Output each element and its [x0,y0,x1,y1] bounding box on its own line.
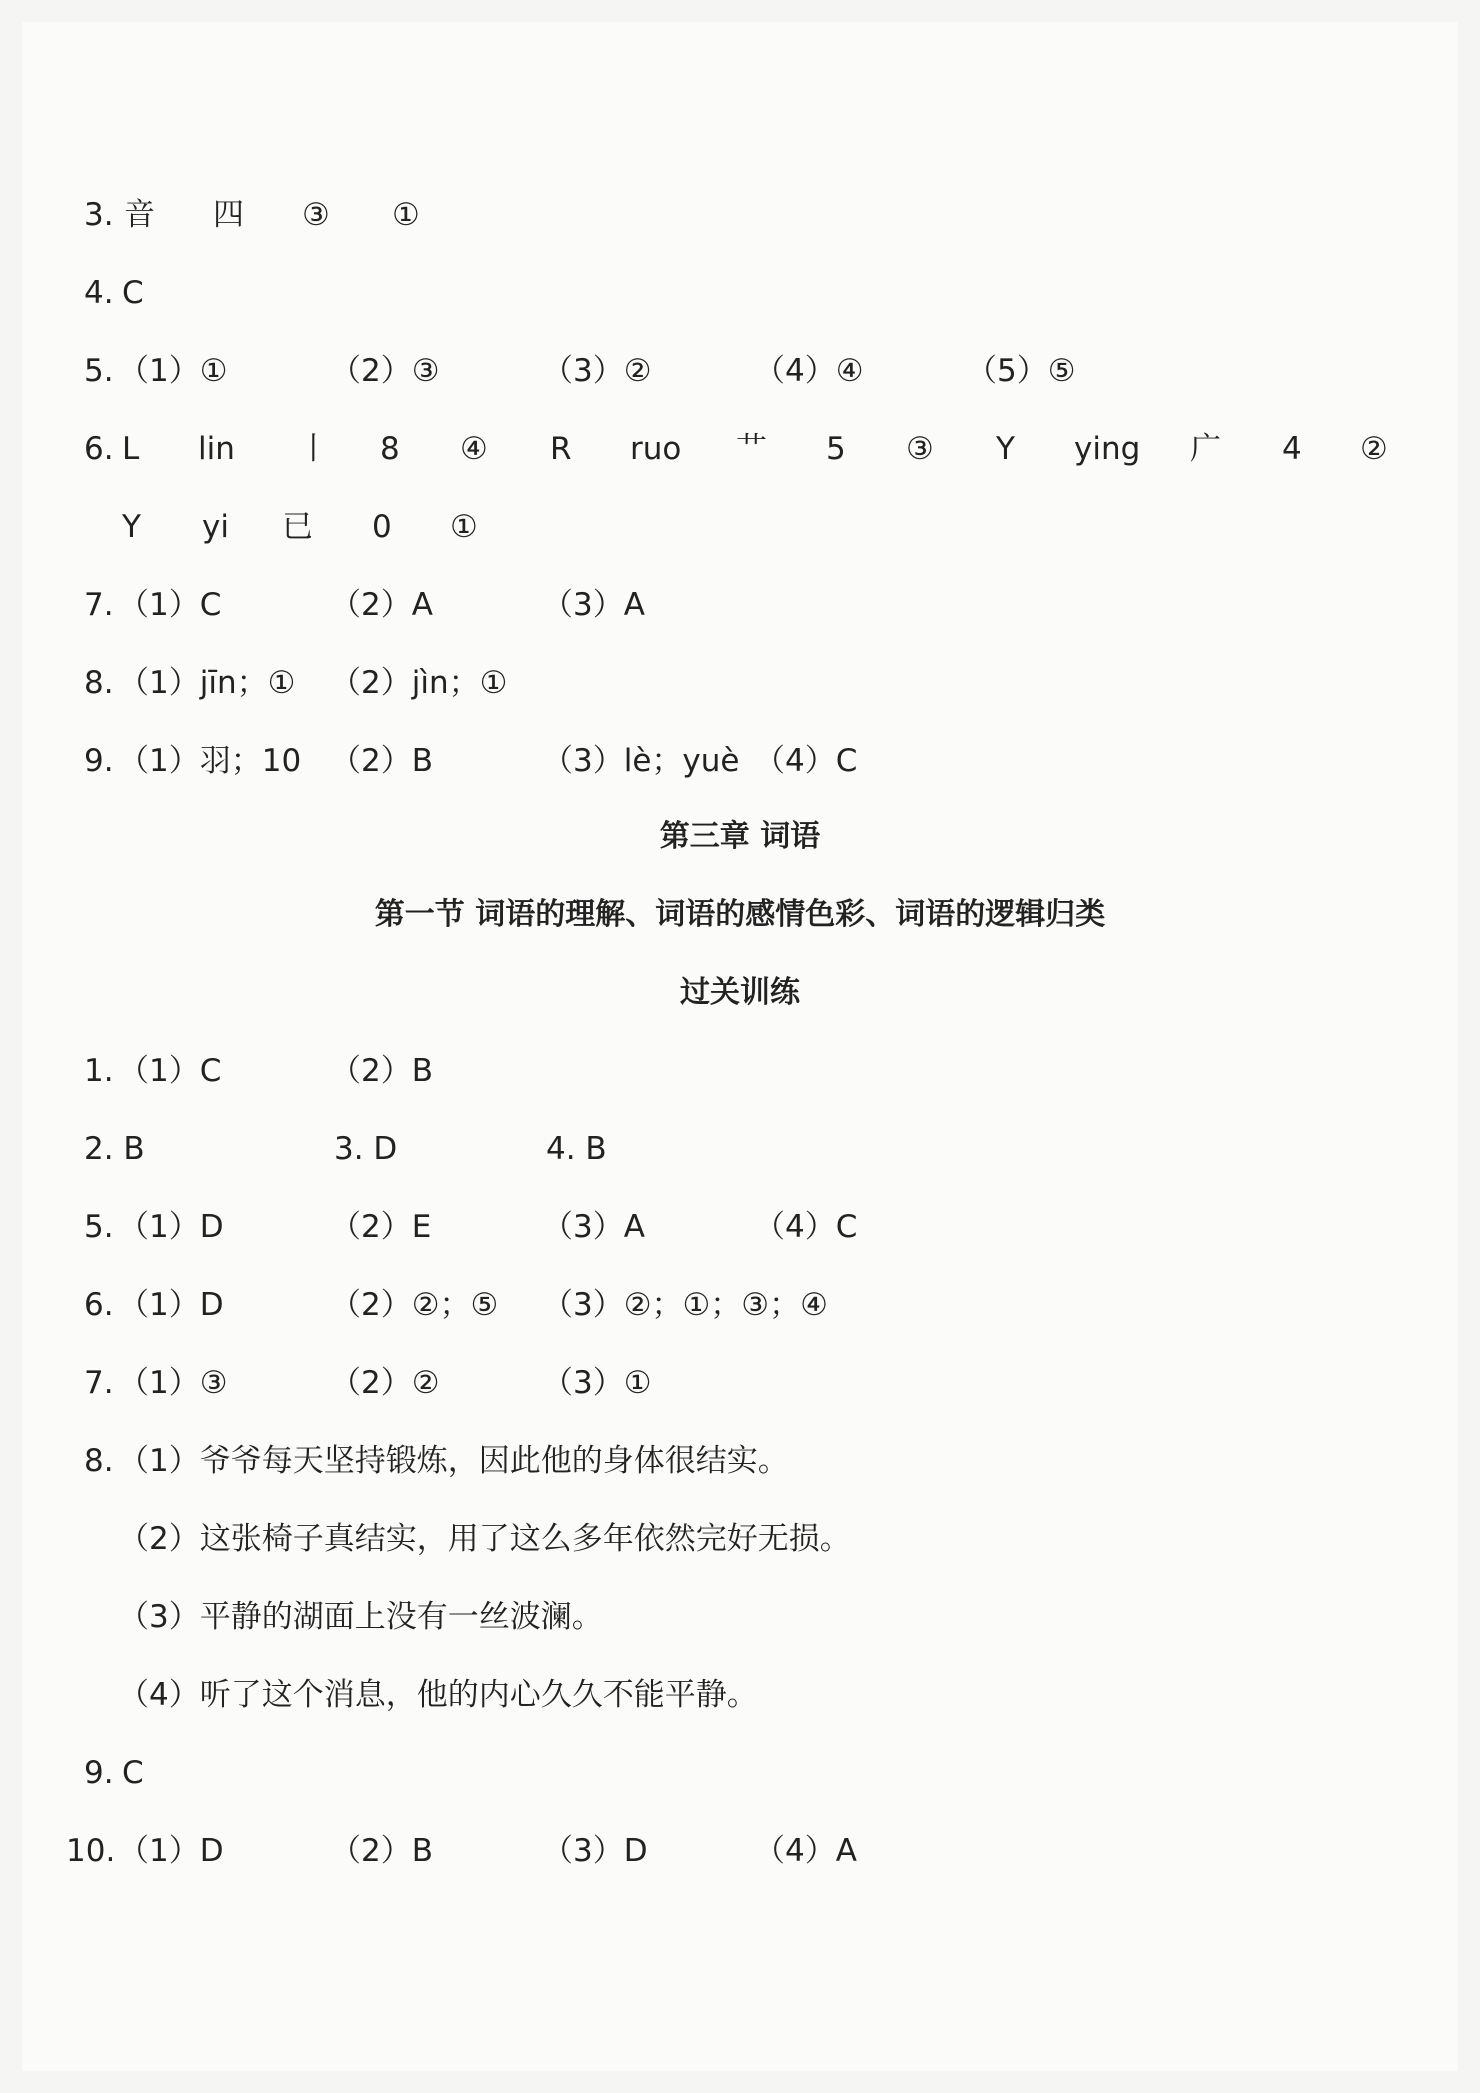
answer-cell: （2）jìn；① [330,665,508,701]
training-row-10 [0,1826,1480,1876]
answer-cell: （3）lè；yuè [542,743,740,779]
answer-cell: （3）② [542,353,652,389]
answer-row-3 [0,190,1480,240]
answer-cell: 2. B [84,1131,145,1167]
answer-cell: （4）C [754,1209,858,1245]
answer-cell: （2）B [330,1833,433,1869]
training-row-9 [0,1748,1480,1798]
sentence-answer: （1）爷爷每天坚持锻炼，因此他的身体很结实。 [118,1443,789,1479]
question-number: 4. [84,275,114,311]
sentence-answer: （2）这张椅子真结实，用了这么多年依然完好无损。 [118,1521,851,1557]
answer-cell: （5）⑤ [966,353,1076,389]
question-number: 3. [84,197,114,233]
answer-cell: （1）jīn；① [118,665,296,701]
answer-cell: Y [996,431,1015,467]
training-row-8-4 [0,1670,1480,1720]
training-row-7 [0,1358,1480,1408]
answer-cell: （3）A [542,587,645,623]
answer-cell: yi [202,509,229,545]
answer-cell: （3）A [542,1209,645,1245]
answer-row-7 [0,580,1480,630]
answer-cell: （3）① [542,1365,652,1401]
answer-cell: （2）③ [330,353,440,389]
sentence-answer: （4）听了这个消息，他的内心久久不能平静。 [118,1677,758,1713]
answer-cell: 3. D [334,1131,398,1167]
answer-cell: 丨 [298,431,329,467]
answer-cell: （2）B [330,1053,433,1089]
answer-cell: （1）C [118,1053,222,1089]
chapter-title: 第三章 词语 [659,819,821,854]
answer-cell: （2）② [330,1365,440,1401]
training-row-8 [0,1436,1480,1486]
answer-cell: （1）D [118,1287,224,1323]
answer-cell: R [550,431,572,467]
question-number: 10. [66,1833,116,1869]
answer-cell: Y [122,509,141,545]
answer-cell: ruo [630,431,682,467]
training-row-8-2 [0,1514,1480,1564]
answer-cell: 0 [372,509,392,545]
answer-row-6 [0,424,1480,474]
answer-cell: （2）A [330,587,433,623]
question-number: 8. [84,1443,114,1479]
answer-cell: 艹 [736,431,767,467]
question-number: 6. [84,1287,114,1323]
answer-cell: （1）羽；10 [118,743,302,779]
training-row-1 [0,1046,1480,1096]
answer-cell: （4）④ [754,353,864,389]
answer-cell: ① [392,197,420,233]
training-row-5 [0,1202,1480,1252]
answer-cell: 已 [282,509,313,545]
answer-cell: C [122,275,144,311]
answer-cell: 音 [124,197,155,233]
sentence-answer: （3）平静的湖面上没有一丝波澜。 [118,1599,603,1635]
answer-cell: ④ [460,431,488,467]
answer-row-8 [0,658,1480,708]
question-number: 7. [84,1365,114,1401]
answer-cell: lin [198,431,235,467]
answer-cell: 5 [826,431,846,467]
answer-cell: 4. B [546,1131,607,1167]
answer-cell: ③ [302,197,330,233]
answer-cell: （2）B [330,743,433,779]
training-row-6 [0,1280,1480,1330]
answer-cell: C [122,1755,144,1791]
answer-cell: 8 [380,431,400,467]
answer-cell: （4）A [754,1833,857,1869]
answer-row-6-cont [0,502,1480,552]
answer-cell: （1）D [118,1209,224,1245]
answer-cell: （4）C [754,743,858,779]
question-number: 7. [84,587,114,623]
answer-cell: （1）① [118,353,228,389]
answer-cell: （1）③ [118,1365,228,1401]
answer-cell: 4 [1282,431,1302,467]
section-title: 第一节 词语的理解、词语的感情色彩、词语的逻辑归类 [374,897,1106,932]
answer-cell: （2）②；⑤ [330,1287,499,1323]
training-title: 过关训练 [680,975,800,1010]
training-row-2 [0,1124,1480,1174]
answer-cell: （3）D [542,1833,648,1869]
question-number: 9. [84,743,114,779]
question-number: 6. [84,431,114,467]
answer-cell: ② [1360,431,1388,467]
question-number: 9. [84,1755,114,1791]
question-number: 1. [84,1053,114,1089]
answer-cell: ying [1074,431,1141,467]
question-number: 8. [84,665,114,701]
answer-cell: 广 [1190,431,1221,467]
answer-cell: （1）C [118,587,222,623]
answer-row-5 [0,346,1480,396]
answer-cell: 四 [213,197,244,233]
question-number: 5. [84,353,114,389]
answer-cell: ① [450,509,478,545]
answer-row-4 [0,268,1480,318]
answer-row-9 [0,736,1480,786]
answer-cell: （3）②；①；③；④ [542,1287,828,1323]
training-row-8-3 [0,1592,1480,1642]
answer-cell: L [122,431,140,467]
answer-cell: （2）E [330,1209,432,1245]
answer-cell: ③ [906,431,934,467]
answer-cell: （1）D [118,1833,224,1869]
question-number: 5. [84,1209,114,1245]
